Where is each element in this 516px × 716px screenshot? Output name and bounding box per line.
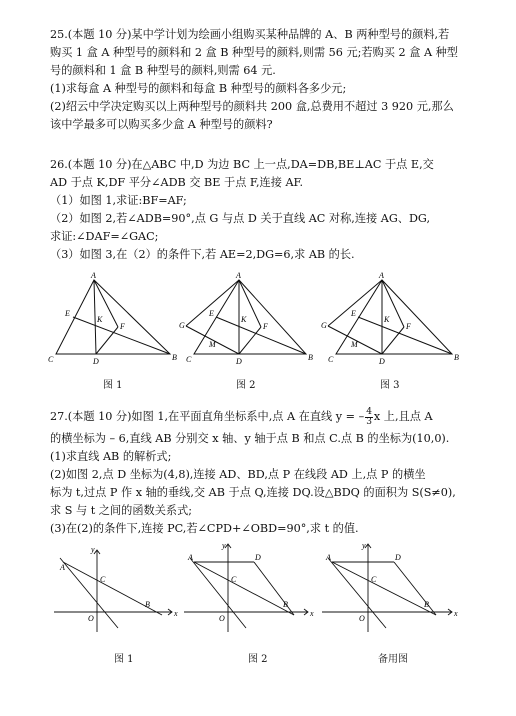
q27-figure-2 <box>180 540 320 634</box>
q27-backup-figure <box>318 540 464 634</box>
q27-f2-label-c: C <box>231 575 237 584</box>
q27-fraction <box>365 408 373 427</box>
q26-f3-label-a: A <box>379 271 384 280</box>
q26-f3-label-e: E <box>351 309 356 318</box>
q26-f2-label-a: A <box>236 271 241 280</box>
q26-line-5: 求证:∠DAF=∠GAC; <box>50 230 159 243</box>
question-26 <box>50 156 480 264</box>
q27-f2-label-d: D <box>255 553 261 562</box>
q26-figure-1 <box>48 270 188 370</box>
q26-figure-2 <box>176 270 316 370</box>
q27-line-7: (3)在(2)的条件下,连接 PC,若∠CPD+∠OBD=90°,求 t 的值. <box>50 522 359 535</box>
q26-line-6: （3）如图 3,在（2）的条件下,若 AE=2,DG=6,求 AB 的长. <box>50 248 355 261</box>
q26-f2-label-e: E <box>209 309 214 318</box>
q26-f3-label-m: M <box>351 340 358 349</box>
q27-f3-label-x: x <box>454 609 458 618</box>
q25-line-2: 购买 1 盒 A 种型号的颜料和 2 盒 B 种型号的颜料,则需 56 元;若购买 2 盒 A 种型 <box>50 46 458 59</box>
q25-line-3: 号的颜料和 1 盒 B 种型号的颜料,则需 64 元. <box>50 64 276 77</box>
question-27 <box>50 404 480 538</box>
q27-line-1 <box>50 404 480 430</box>
q26-figure-1-caption: 图 1 <box>103 380 123 391</box>
q26-f2-label-m: M <box>209 340 216 349</box>
q26-line-3: （1）如图 1,求证:BF=AF; <box>50 194 187 207</box>
q27-line-1-post: x 上,且点 A <box>373 410 433 423</box>
q27-f1-label-y: y <box>91 545 95 554</box>
q26-f2-label-c: C <box>186 355 192 364</box>
q25-line-5: (2)绍云中学决定购买以上两种型号的颜料共 200 盒,总费用不超过 3 920 元,那么 <box>50 100 454 113</box>
q27-f3-label-y: y <box>362 541 366 550</box>
q27-f1-label-c: C <box>100 575 106 584</box>
q26-f2-label-b: B <box>308 353 313 362</box>
q27-f1-label-b: B <box>145 600 150 609</box>
q27-figure-2-caption: 图 2 <box>248 654 268 665</box>
q26-f1-label-c: C <box>48 355 54 364</box>
q27-f1-label-x: x <box>174 609 178 618</box>
q26-f3-label-d: D <box>379 357 385 366</box>
q27-f1-label-a: A <box>60 563 65 572</box>
q26-figure-3-caption: 图 3 <box>380 380 400 391</box>
q27-line-5: 标为 t,过点 P 作 x 轴的垂线,交 AB 于点 Q,连接 DQ.设△BDQ 的面积为 S(S≠0), <box>50 486 456 499</box>
q26-f1-label-k: K <box>97 315 103 324</box>
q27-figure-1 <box>50 544 180 634</box>
q26-f1-label-b: B <box>172 353 177 362</box>
q26-line-1: 26.(本题 10 分)在△ABC 中,D 为边 BC 上一点,DA=DB,BE⊥AC 于点 E,交 <box>50 158 434 171</box>
q26-f2-label-f: F <box>263 322 268 331</box>
q27-f2-label-o: O <box>219 614 225 623</box>
q26-f2-label-k: K <box>241 315 247 324</box>
q26-f3-label-g: G <box>321 321 327 330</box>
q27-f3-label-c: C <box>371 575 377 584</box>
q27-figure-1-caption: 图 1 <box>114 654 134 665</box>
question-25 <box>50 26 480 134</box>
q27-backup-figure-caption: 备用图 <box>378 654 408 665</box>
q27-line-6: 求 S 与 t 之间的函数关系式; <box>50 504 193 517</box>
q26-line-4: （2）如图 2,若∠ADB=90°,点 G 与点 D 关于直线 AC 对称,连接 AG、DG, <box>50 212 431 225</box>
q26-f3-label-f: F <box>406 322 411 331</box>
q26-figure-3 <box>318 270 464 370</box>
q27-f1-label-o: O <box>88 614 94 623</box>
q26-line-2: AD 于点 K,DF 平分∠ADB 交 BE 于点 F,连接 AF. <box>50 176 304 189</box>
q27-line-4: (2)如图 2,点 D 坐标为(4,8),连接 AD、BD,点 P 在线段 AD 上,点 P 的横坐 <box>50 468 426 481</box>
q25-line-1: 25.(本题 10 分)某中学计划为绘画小组购买某种品牌的 A、B 两种型号的颜料,若 <box>50 28 450 41</box>
q27-line-3: (1)求直线 AB 的解析式; <box>50 450 172 463</box>
q26-f1-label-f: F <box>120 322 125 331</box>
q26-f3-label-b: B <box>454 353 459 362</box>
q27-f3-label-d: D <box>395 553 401 562</box>
q26-f1-label-a: A <box>91 271 96 280</box>
q26-f3-label-k: K <box>384 315 390 324</box>
q26-f3-label-c: C <box>328 355 334 364</box>
q26-f2-label-g: G <box>179 321 185 330</box>
q27-f2-label-y: y <box>222 541 226 550</box>
q27-f2-label-a: A <box>188 553 193 562</box>
q26-f1-label-d: D <box>93 357 99 366</box>
q27-line-2: 的横坐标为 – 6,直线 AB 分别交 x 轴、y 轴于点 B 和点 C.点 B 的坐标为(10,0). <box>50 432 450 445</box>
q27-f3-label-b: B <box>424 600 429 609</box>
q27-fraction-den: 3 <box>366 416 372 427</box>
q27-line-1-pre: 27.(本题 10 分)如图 1,在平面直角坐标系中,点 A 在直线 y = – <box>50 410 365 423</box>
q27-f3-label-a: A <box>326 553 331 562</box>
q27-f2-label-x: x <box>310 609 314 618</box>
q27-fraction-num: 4 <box>366 406 372 417</box>
q26-f1-label-e: E <box>65 309 70 318</box>
q27-f3-label-o: O <box>359 614 365 623</box>
q27-f2-label-b: B <box>283 600 288 609</box>
q25-line-4: (1)求每盒 A 种型号的颜料和每盒 B 种型号的颜料各多少元; <box>50 82 347 95</box>
q25-line-6: 该中学最多可以购买多少盒 A 种型号的颜料? <box>50 118 273 131</box>
q26-f2-label-d: D <box>236 357 242 366</box>
q26-figure-2-caption: 图 2 <box>236 380 256 391</box>
